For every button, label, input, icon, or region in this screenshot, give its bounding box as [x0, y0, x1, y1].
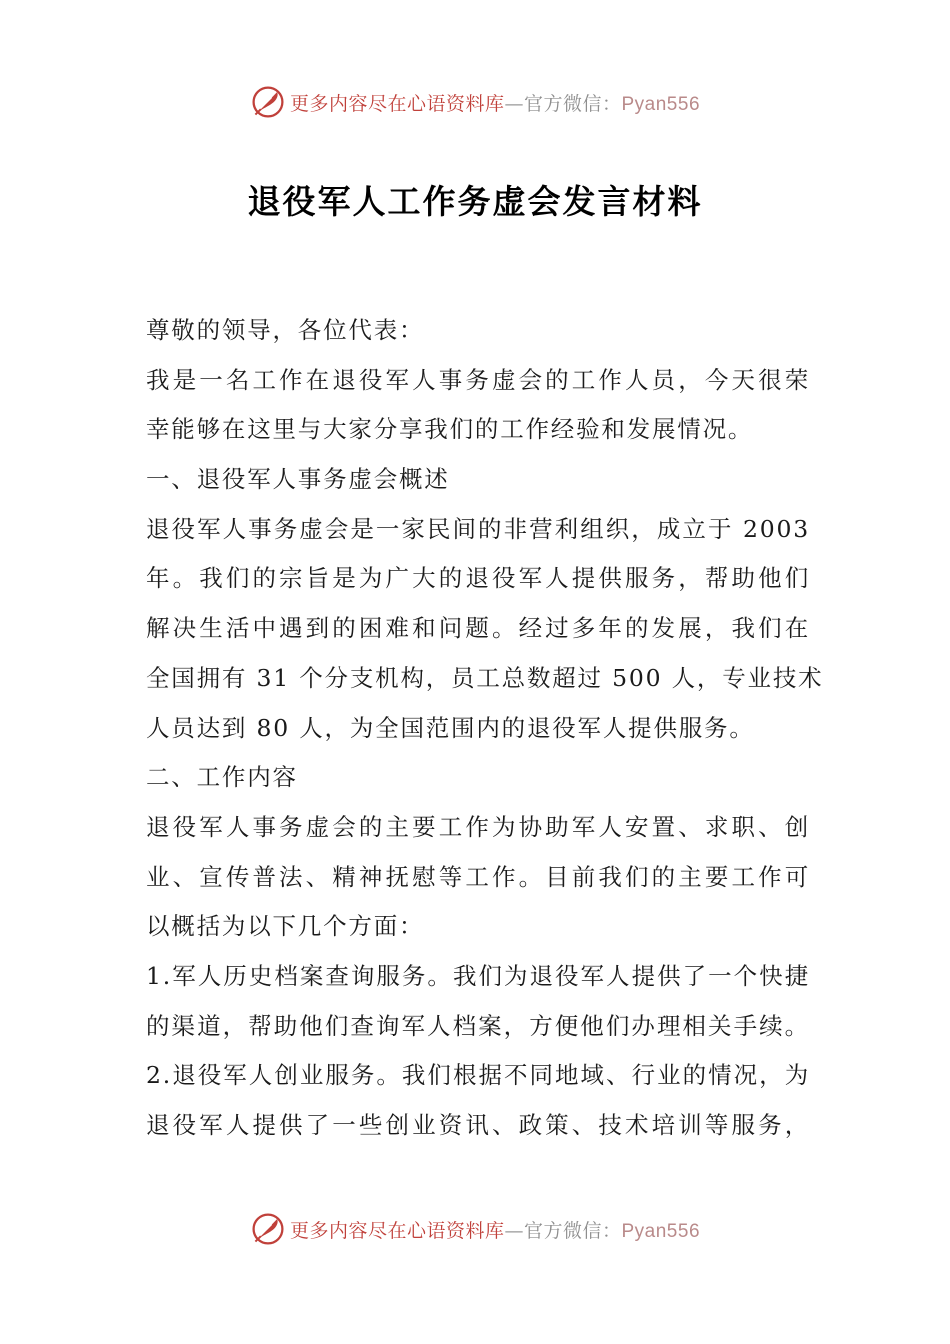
- paragraph-line: 业、宣传普法、精神抚慰等工作。目前我们的主要工作可: [146, 862, 810, 891]
- section-heading: 二、工作内容: [146, 763, 298, 792]
- paragraph-line: 全国拥有 31 个分支机构，员工总数超过 500 人，专业技术: [146, 663, 824, 692]
- section-heading: 一、退役军人事务虚会概述: [146, 465, 450, 494]
- list-item-line: 1.军人历史档案查询服务。我们为退役军人提供了一个快捷: [146, 961, 810, 990]
- feather-pen-logo-icon: [250, 1211, 286, 1247]
- feather-pen-logo-icon: [250, 84, 286, 120]
- document-title: 退役军人工作务虚会发言材料: [247, 182, 703, 221]
- paragraph-line: 幸能够在这里与大家分享我们的工作经验和发展情况。: [146, 415, 754, 444]
- list-item-line: 的渠道，帮助他们查询军人档案，方便他们办理相关手续。: [146, 1011, 810, 1040]
- paragraph-line: 年。我们的宗旨是为广大的退役军人提供服务，帮助他们: [146, 564, 810, 593]
- banner-dash: —: [504, 92, 524, 115]
- salutation-line: 尊敬的领导，各位代表：: [146, 316, 425, 344]
- paragraph-line: 以概括为以下几个方面：: [146, 912, 425, 941]
- footer-banner: [0, 1205, 950, 1253]
- banner-text: [290, 1216, 700, 1243]
- banner-account: Pyan556: [621, 1220, 701, 1242]
- list-item-line: 退役军人提供了一些创业资讯、政策、技术培训等服务，: [146, 1111, 810, 1139]
- banner-text: [290, 89, 700, 116]
- paragraph-line: 退役军人事务虚会是一家民间的非营利组织，成立于 2003: [146, 514, 810, 543]
- paragraph-line: 人员达到 80 人，为全国范围内的退役军人提供服务。: [146, 713, 755, 742]
- banner-prefix: 更多内容尽在心语资料库: [289, 1219, 505, 1242]
- banner-prefix: 更多内容尽在心语资料库: [289, 92, 505, 115]
- banner-wechat-label: 官方微信：: [523, 92, 622, 115]
- document-body: [146, 306, 824, 1151]
- list-item-line: 2.退役军人创业服务。我们根据不同地域、行业的情况，为: [146, 1061, 810, 1090]
- banner-account: Pyan556: [621, 93, 701, 115]
- banner-dash: —: [504, 1219, 524, 1242]
- paragraph-line: 解决生活中遇到的困难和问题。经过多年的发展，我们在: [146, 614, 810, 643]
- banner-wechat-label: 官方微信：: [523, 1219, 622, 1242]
- paragraph-line: 我是一名工作在退役军人事务虚会的工作人员，今天很荣: [146, 365, 810, 394]
- paragraph-line: 退役军人事务虚会的主要工作为协助军人安置、求职、创: [146, 812, 810, 841]
- header-banner: [0, 78, 950, 126]
